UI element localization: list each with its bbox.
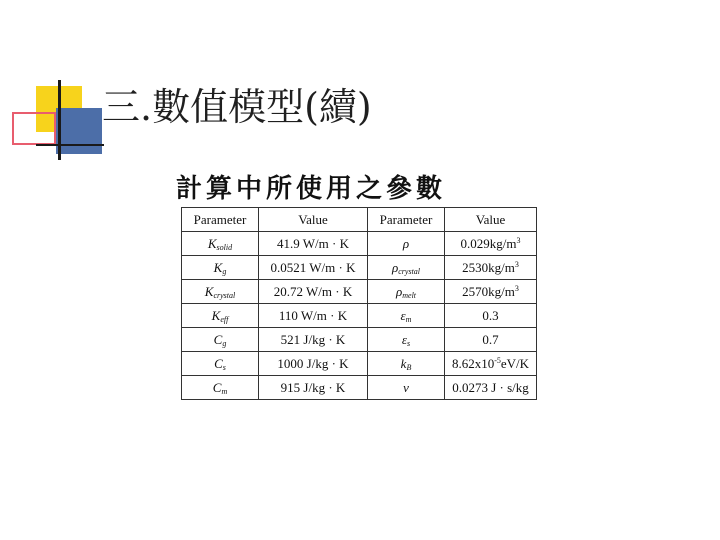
symbol-subscript: solid [216, 242, 233, 252]
symbol-base: ρ [391, 259, 399, 275]
parameter-value-cell [259, 304, 368, 328]
parameter-table [181, 207, 537, 400]
header-value-2: Value [445, 208, 537, 232]
parameter-symbol-cell [182, 256, 259, 280]
symbol-base: K [213, 259, 223, 275]
symbol-subscript: crystal [213, 290, 236, 300]
parameter-symbol-cell [368, 256, 445, 280]
parameter-symbol-cell [182, 328, 259, 352]
value-text: 20.72 W/m · K [273, 283, 353, 299]
symbol-base: ε [400, 307, 406, 323]
symbol-base: C [214, 355, 223, 371]
parameter-symbol-cell [368, 304, 445, 328]
parameter-value-cell [259, 376, 368, 400]
value-superscript: -5 [494, 355, 501, 365]
symbol-subscript: s [407, 338, 411, 348]
symbol-base: ρ [395, 283, 403, 299]
parameter-symbol-cell [182, 376, 259, 400]
title-ornament-horizontal-line [36, 144, 104, 146]
table-row [182, 256, 537, 280]
symbol-subscript: crystal [398, 266, 421, 276]
value-text: 915 J/kg · K [280, 379, 346, 395]
parameter-value-cell [445, 376, 537, 400]
symbol-base: K [207, 235, 217, 251]
parameter-symbol-cell [368, 376, 445, 400]
parameter-value-cell [445, 304, 537, 328]
parameter-symbol-cell [368, 280, 445, 304]
header-value-1: Value [259, 208, 368, 232]
value-text: 2530kg/m [462, 259, 515, 275]
title-ornament-vertical-line [58, 80, 61, 160]
symbol-base: C [213, 331, 223, 347]
value-text: 2570kg/m [462, 283, 515, 299]
header-parameter-1: Parameter [182, 208, 259, 232]
parameter-value-cell [445, 232, 537, 256]
parameter-value-cell [445, 328, 537, 352]
symbol-base: ε [401, 331, 407, 347]
symbol-base: C [212, 379, 222, 395]
parameter-value-cell [259, 232, 368, 256]
value-text: 1000 J/kg · K [277, 355, 349, 371]
value-text: 0.029kg/m [460, 235, 517, 251]
value-unit-tail: eV/K [500, 355, 530, 371]
value-text: 0.3 [482, 307, 499, 323]
parameter-value-cell [445, 280, 537, 304]
parameter-symbol-cell [368, 328, 445, 352]
slide-title: 三.數值模型(續) [102, 85, 372, 129]
header-parameter-2: Parameter [368, 208, 445, 232]
symbol-subscript: B [406, 362, 412, 372]
value-text: 0.0273 J · s/kg [452, 379, 529, 395]
value-text: 110 W/m · K [278, 307, 348, 323]
symbol-subscript: m [405, 314, 412, 324]
symbol-subscript: melt [402, 290, 417, 300]
symbol-subscript: m [221, 386, 228, 396]
parameter-symbol-cell [368, 352, 445, 376]
table-row [182, 328, 537, 352]
symbol-base: K [204, 283, 214, 299]
table-row [182, 280, 537, 304]
value-superscript: 3 [516, 235, 521, 245]
symbol-subscript: eff [220, 314, 229, 324]
parameter-symbol-cell [182, 280, 259, 304]
title-ornament-pink-outline [12, 112, 56, 145]
parameter-value-cell [259, 328, 368, 352]
value-text: 521 J/kg · K [280, 331, 346, 347]
parameter-value-cell [259, 280, 368, 304]
parameter-value-cell [445, 256, 537, 280]
value-text: 0.7 [482, 331, 499, 347]
symbol-base: k [400, 355, 407, 371]
value-superscript: 3 [514, 259, 519, 269]
value-superscript: 3 [514, 283, 519, 293]
symbol-subscript: g [222, 338, 227, 348]
table-header-row [182, 208, 537, 232]
parameter-value-cell [259, 256, 368, 280]
table-row [182, 376, 537, 400]
parameter-value-cell [445, 352, 537, 376]
symbol-base: ρ [402, 235, 410, 251]
symbol-subscript: g [222, 266, 227, 276]
value-text: 0.0521 W/m · K [270, 259, 356, 275]
parameter-symbol-cell [182, 352, 259, 376]
symbol-base: v [403, 379, 409, 395]
parameter-symbol-cell [182, 232, 259, 256]
table-row [182, 232, 537, 256]
table-row [182, 352, 537, 376]
table-row [182, 304, 537, 328]
parameter-symbol-cell [182, 304, 259, 328]
symbol-base: K [211, 307, 221, 323]
parameter-symbol-cell [368, 232, 445, 256]
symbol-subscript: s [222, 362, 226, 372]
value-text: 8.62x10 [451, 355, 495, 371]
title-ornament-blue-square [56, 108, 102, 154]
parameter-value-cell [259, 352, 368, 376]
slide-subtitle: 計算中所使用之參數 [176, 174, 447, 204]
value-text: 41.9 W/m · K [277, 235, 349, 251]
